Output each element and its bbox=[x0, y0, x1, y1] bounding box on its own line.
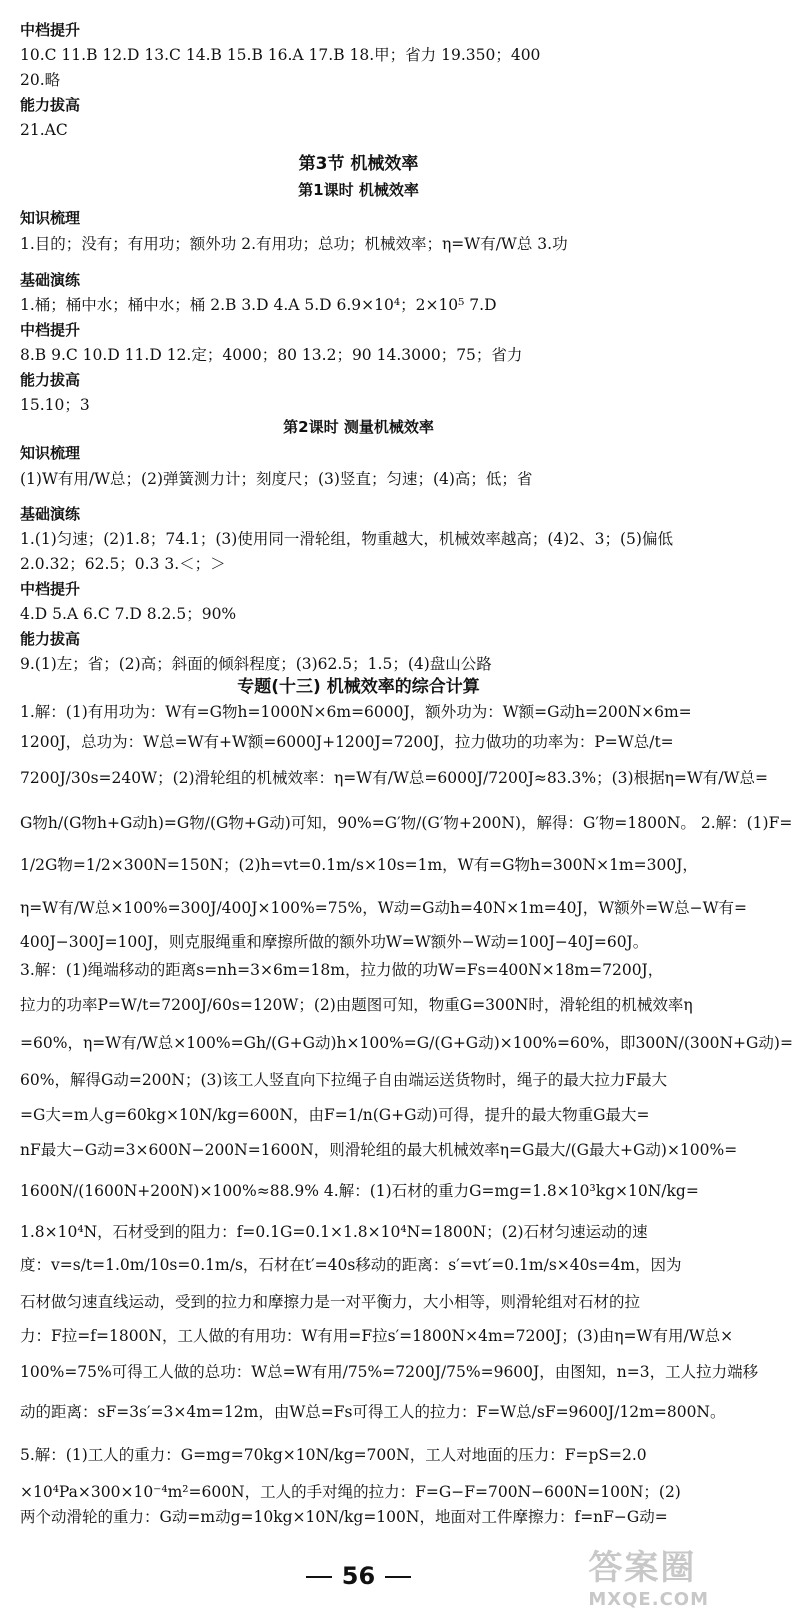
solution-line: 动的距离：sF=3s′=3×4m=12m，由W总=Fs可得工人的拉力：F=W总/sF=9600J/12m=800N。 bbox=[20, 1403, 726, 1421]
section-heading: 基础演练 bbox=[20, 271, 81, 289]
solution-line: 度：v=s/t=1.0m/10s=0.1m/s，石材在t′=40s移动的距离：s′=vt′=0.1m/s×40s=4m，因为 bbox=[20, 1256, 682, 1274]
answer-line: 20.略 bbox=[20, 71, 61, 89]
solution-line: 力：F拉=f=1800N，工人做的有用功：W有用=F拉s′=1800N×4m=7200J；(3)由η=W有用/W总× bbox=[20, 1327, 734, 1345]
solution-line: 1/2G物=1/2×300N=150N；(2)h=vt=0.1m/s×10s=1m，W有=G物h=300N×1m=300J， bbox=[20, 856, 698, 874]
topic-title: 专题(十三) 机械效率的综合计算 bbox=[237, 677, 480, 697]
answer-line: (1)W有用/W总；(2)弹簧测力计；刻度尺；(3)竖直；匀速；(4)高；低；省 bbox=[20, 470, 533, 488]
answer-line: 21.AC bbox=[20, 121, 68, 139]
solution-line: 60%，解得G动=200N；(3)该工人竖直向下拉绳子自由端运送货物时，绳子的最大拉力F最大 bbox=[20, 1071, 668, 1089]
solution-line: η=W有/W总×100%=300J/400J×100%=75%，W动=G动h=40N×1m=40J，W额外=W总−W有= bbox=[20, 899, 747, 917]
lesson-title: 第2课时 测量机械效率 bbox=[283, 418, 434, 436]
solution-line: 两个动滑轮的重力：G动=m动g=10kg×10N/kg=100N，地面对工件摩擦力：f=nF−G动= bbox=[20, 1508, 668, 1526]
solution-line: =60%，η=W有/W总×100%=Gh/(G+G动)h×100%=G/(G+G动)×100%=60%，即300N/(300N+G动)= bbox=[20, 1034, 793, 1052]
solution-line: 1600N/(1600N+200N)×100%≈88.9% 4.解：(1)石材的重力G=mg=1.8×10³kg×10N/kg= bbox=[20, 1182, 699, 1200]
answer-line: 8.B 9.C 10.D 11.D 12.定；4000；80 13.2；90 14.3000；75；省力 bbox=[20, 346, 523, 364]
solution-line: 拉力的功率P=W/t=7200J/60s=120W；(2)由题图可知，物重G=300N时，滑轮组的机械效率η bbox=[20, 996, 693, 1014]
section-heading: 知识梳理 bbox=[20, 444, 81, 462]
page-number-dash bbox=[385, 1576, 411, 1578]
page-number-text: 56 bbox=[341, 1562, 376, 1590]
section-heading: 中档提升 bbox=[20, 21, 81, 39]
solution-line: nF最大−G动=3×600N−200N=1600N，则滑轮组的最大机械效率η=G最大/(G最大+G动)×100%= bbox=[20, 1141, 738, 1159]
section-heading: 中档提升 bbox=[20, 580, 81, 598]
section-heading: 中档提升 bbox=[20, 321, 81, 339]
answer-line: 2.0.32；62.5；0.3 3.＜；＞ bbox=[20, 555, 226, 573]
answer-line: 9.(1)左；省；(2)高；斜面的倾斜程度；(3)62.5；1.5；(4)盘山公路 bbox=[20, 655, 492, 673]
answer-line: 15.10；3 bbox=[20, 396, 90, 414]
solution-line: 100%=75%可得工人做的总功：W总=W有用/75%=7200J/75%=9600J，由图知，n=3，工人拉力端移 bbox=[20, 1363, 759, 1381]
solution-line: ×10⁴Pa×300×10⁻⁴m²=600N，工人的手对绳的拉力：F=G−F=700N−600N=100N；(2) bbox=[20, 1483, 681, 1501]
watermark-logo bbox=[588, 1540, 709, 1610]
section-heading: 能力拔高 bbox=[20, 96, 81, 114]
solution-line: 400J−300J=100J，则克服绳重和摩擦所做的额外功W=W额外−W动=100J−40J=60J。 bbox=[20, 933, 649, 951]
solution-line: 3.解：(1)绳端移动的距离s=nh=3×6m=18m，拉力做的功W=Fs=400N×18m=7200J， bbox=[20, 961, 664, 979]
solution-line: 5.解：(1)工人的重力：G=mg=70kg×10N/kg=700N，工人对地面的压力：F=pS=2.0 bbox=[20, 1446, 647, 1464]
section-heading: 基础演练 bbox=[20, 505, 81, 523]
answer-line: 10.C 11.B 12.D 13.C 14.B 15.B 16.A 17.B 18.甲；省力 19.350；400 bbox=[20, 46, 541, 64]
answer-line: 1.桶；桶中水；桶中水；桶 2.B 3.D 4.A 5.D 6.9×10⁴；2×10⁵ 7.D bbox=[20, 296, 497, 314]
answer-line: 1.目的；没有；有用功；额外功 2.有用功；总功；机械效率；η=W有/W总 3.功 bbox=[20, 235, 568, 253]
answer-line: 4.D 5.A 6.C 7.D 8.2.5；90% bbox=[20, 605, 237, 623]
section-heading: 能力拔高 bbox=[20, 630, 81, 648]
watermark-url: MXQE.COM bbox=[588, 1589, 709, 1610]
solution-line: 1200J，总功为：W总=W有+W额=6000J+1200J=7200J，拉力做功的功率为：P=W总/t= bbox=[20, 733, 674, 751]
solution-line: 1.解：(1)有用功为：W有=G物h=1000N×6m=6000J，额外功为：W额=G动h=200N×6m= bbox=[20, 703, 692, 721]
solution-line: 石材做匀速直线运动，受到的拉力和摩擦力是一对平衡力，大小相等，则滑轮组对石材的拉 bbox=[20, 1293, 641, 1311]
solution-line: =G大=m人g=60kg×10N/kg=600N，由F=1/n(G+G动)可得，提升的最大物重G最大= bbox=[20, 1106, 650, 1124]
solution-line: 1.8×10⁴N，石材受到的阻力：f=0.1G=0.1×1.8×10⁴N=1800N；(2)石材匀速运动的速 bbox=[20, 1223, 648, 1241]
solution-line: 7200J/30s=240W；(2)滑轮组的机械效率：η=W有/W总=6000J/7200J≈83.3%；(3)根据η=W有/W总= bbox=[20, 769, 768, 787]
answer-line: 1.(1)匀速；(2)1.8；74.1；(3)使用同一滑轮组，物重越大，机械效率越高；(4)2、3；(5)偏低 bbox=[20, 530, 673, 548]
section-heading: 知识梳理 bbox=[20, 209, 81, 227]
page-number-dash bbox=[306, 1576, 332, 1578]
lesson-title: 第1课时 机械效率 bbox=[298, 181, 419, 199]
watermark-text: 答案圈 bbox=[588, 1548, 697, 1588]
solution-line: G物h/(G物h+G动h)=G物/(G物+G动)可知，90%=G′物/(G′物+200N)，解得：G′物=1800N。 2.解：(1)F= bbox=[20, 814, 793, 832]
chapter-title: 第3节 机械效率 bbox=[298, 154, 419, 174]
section-heading: 能力拔高 bbox=[20, 371, 81, 389]
